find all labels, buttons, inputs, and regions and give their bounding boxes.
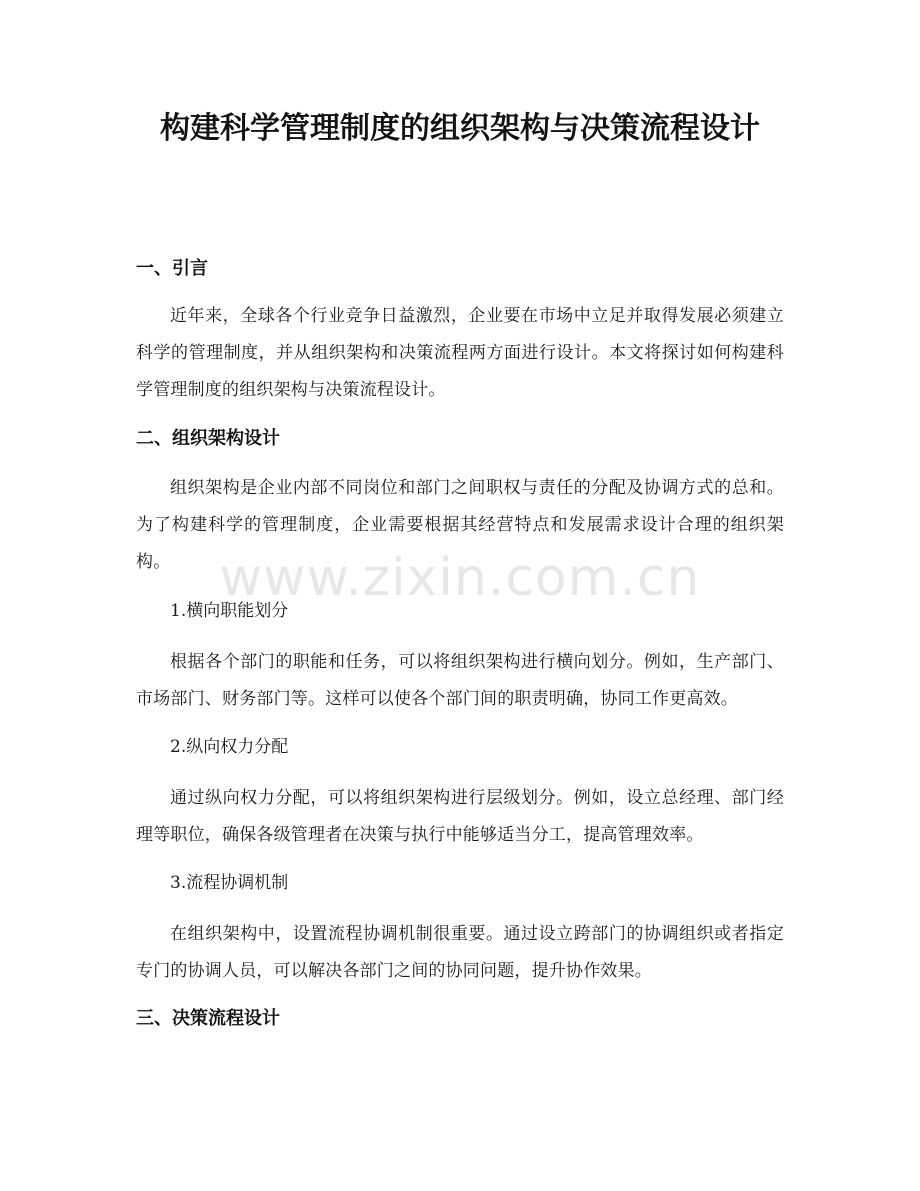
subheading-vertical: 2.纵向权力分配: [170, 737, 289, 757]
section-heading-intro: 一、引言: [136, 258, 208, 279]
watermark: www.zixin.com.cn: [219, 548, 701, 608]
subheading-horizontal: 1.横向职能划分: [170, 601, 289, 621]
subheading-process: 3.流程协调机制: [170, 873, 289, 893]
paragraph-org-structure: 组织架构是企业内部不同岗位和部门之间职权与责任的分配及协调方式的总和。为了构建科学的管理制度，企业需要根据其经营特点和发展需求设计合理的组织架构。: [136, 478, 784, 572]
section-heading-org-structure: 二、组织架构设计: [136, 428, 280, 449]
paragraph-intro: 近年来，全球各个行业竞争日益激烈，企业要在市场中立足并取得发展必须建立科学的管理制度，并从组织架构和决策流程两方面进行设计。本文将探讨如何构建科学管理制度的组织架构与决策流程设计。: [136, 306, 784, 400]
paragraph-process: 在组织架构中，设置流程协调机制很重要。通过设立跨部门的协调组织或者指定专门的协调人员，可以解决各部门之间的协同问题，提升协作效果。: [136, 924, 784, 981]
section-heading-decision: 三、决策流程设计: [136, 1008, 280, 1029]
paragraph-horizontal: 根据各个部门的职能和任务，可以将组织架构进行横向划分。例如，生产部门、市场部门、财务部门等。这样可以使各个部门间的职责明确，协同工作更高效。: [136, 652, 784, 709]
page-title: 构建科学管理制度的组织架构与决策流程设计: [160, 111, 760, 146]
paragraph-vertical: 通过纵向权力分配，可以将组织架构进行层级划分。例如，设立总经理、部门经理等职位，确保各级管理者在决策与执行中能够适当分工，提高管理效率。: [136, 788, 784, 845]
